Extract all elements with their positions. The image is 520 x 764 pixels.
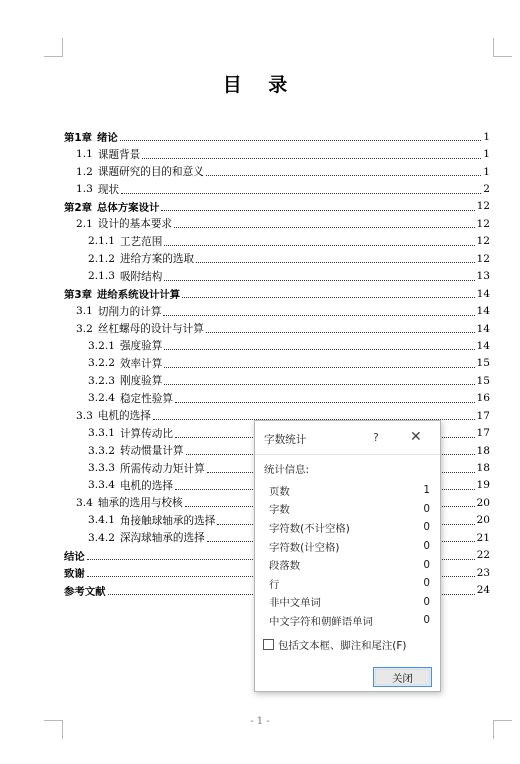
toc-entry-page: 2 bbox=[483, 183, 490, 196]
toc-entry-title: 效率计算 bbox=[119, 357, 163, 370]
toc-entry-title: 轴承的选用与校核 bbox=[97, 497, 183, 510]
toc-entry-number: 2.1.1 bbox=[88, 235, 115, 248]
toc-entry-number: 3.2.2 bbox=[88, 357, 115, 370]
toc-entry[interactable] bbox=[64, 285, 490, 302]
toc-entry-title: 电机的选择 bbox=[119, 479, 173, 492]
toc-entry-title: 角接触球轴承的选择 bbox=[119, 514, 216, 527]
toc-entry-page: 19 bbox=[476, 479, 490, 492]
stat-row bbox=[269, 593, 435, 612]
toc-entry-page: 13 bbox=[476, 270, 490, 283]
toc-entry-page: 24 bbox=[476, 584, 490, 597]
page-number: - 1 - bbox=[250, 716, 270, 727]
toc-entry-page: 15 bbox=[476, 374, 490, 387]
toc-entry[interactable] bbox=[64, 372, 490, 389]
toc-entry-title: 刚度验算 bbox=[119, 375, 163, 388]
toc-entry-title: 工艺范围 bbox=[119, 235, 163, 248]
stat-label: 字符数(计空格) bbox=[269, 541, 340, 554]
toc-entry-page: 18 bbox=[476, 444, 490, 457]
stat-value: 1 bbox=[423, 484, 430, 497]
toc-entry-title: 致谢 bbox=[64, 568, 85, 581]
toc-entry-title: 课题研究的目的和意义 bbox=[97, 166, 204, 179]
toc-entry[interactable] bbox=[64, 320, 490, 337]
toc-entry-title: 所需传动力矩计算 bbox=[119, 462, 205, 475]
toc-entry-title: 参考文献 bbox=[64, 585, 106, 598]
toc-entry-number: 3.3.4 bbox=[88, 479, 115, 492]
stat-value: 0 bbox=[423, 540, 430, 553]
toc-leader-dots bbox=[164, 367, 474, 368]
toc-entry-page: 12 bbox=[476, 252, 490, 265]
toc-entry-page: 16 bbox=[476, 392, 490, 405]
toc-entry-page: 17 bbox=[476, 409, 490, 422]
toc-entry-page: 14 bbox=[476, 339, 490, 352]
toc-leader-dots bbox=[175, 402, 475, 403]
page-corner-mark bbox=[493, 38, 512, 57]
toc-entry-page: 14 bbox=[476, 305, 490, 318]
toc-entry-title: 设计的基本要求 bbox=[97, 218, 173, 231]
stat-row bbox=[269, 611, 435, 630]
stat-label: 字数 bbox=[269, 504, 290, 517]
toc-entry-page: 20 bbox=[476, 496, 490, 509]
stat-value: 0 bbox=[423, 521, 430, 534]
toc-entry-title: 吸附结构 bbox=[119, 270, 163, 283]
stat-value: 0 bbox=[423, 614, 430, 627]
toc-entry-page: 21 bbox=[476, 531, 490, 544]
toc-entry-page: 14 bbox=[476, 322, 490, 335]
toc-leader-dots bbox=[206, 175, 481, 176]
stat-row bbox=[269, 481, 435, 500]
toc-entry-number: 3.3 bbox=[76, 409, 93, 422]
dialog-divider bbox=[255, 454, 440, 455]
toc-entry-number: 3.3.3 bbox=[88, 462, 115, 475]
toc-entry-number: 2.1 bbox=[76, 217, 93, 230]
toc-entry-title: 丝杠螺母的设计与计算 bbox=[97, 323, 204, 336]
toc-entry-number: 3.3.1 bbox=[88, 427, 115, 440]
toc-entry[interactable] bbox=[64, 180, 490, 197]
stat-row bbox=[269, 537, 435, 556]
stat-row bbox=[269, 555, 435, 574]
stat-label: 行 bbox=[269, 578, 280, 591]
stat-value: 0 bbox=[423, 577, 430, 590]
toc-entry[interactable] bbox=[64, 268, 490, 285]
stat-row bbox=[269, 500, 435, 519]
include-textboxes-checkbox[interactable] bbox=[263, 639, 274, 650]
stat-label: 页数 bbox=[269, 485, 290, 498]
toc-entry-title: 结论 bbox=[64, 550, 85, 563]
stat-value: 0 bbox=[423, 502, 430, 515]
toc-entry-number: 2.1.2 bbox=[88, 252, 115, 265]
toc-leader-dots bbox=[161, 210, 474, 211]
toc-entry-number: 第3章 bbox=[64, 289, 93, 302]
toc-entry-title: 稳定性验算 bbox=[119, 392, 173, 405]
toc-entry[interactable] bbox=[64, 198, 490, 215]
toc-entry-page: 1 bbox=[483, 165, 490, 178]
toc-entry-title: 转动惯量计算 bbox=[119, 445, 184, 458]
toc-entry-number: 3.3.2 bbox=[88, 444, 115, 457]
toc-entry-title: 进给方案的选取 bbox=[119, 253, 195, 266]
toc-entry[interactable] bbox=[64, 302, 490, 319]
toc-entry-page: 14 bbox=[476, 287, 490, 300]
toc-leader-dots bbox=[182, 297, 475, 298]
toc-entry-page: 12 bbox=[476, 217, 490, 230]
toc-entry-title: 深沟球轴承的选择 bbox=[119, 532, 205, 545]
toc-entry-title: 计算传动比 bbox=[119, 427, 173, 440]
stat-row bbox=[269, 518, 435, 537]
stat-value: 0 bbox=[423, 595, 430, 608]
stat-label: 中文字符和朝鲜语单词 bbox=[269, 615, 373, 628]
toc-entry-title: 现状 bbox=[97, 183, 120, 196]
toc-entry-page: 1 bbox=[483, 148, 490, 161]
stat-label: 段落数 bbox=[269, 560, 301, 573]
statistics-list bbox=[269, 481, 435, 630]
toc-entry-title: 绪论 bbox=[97, 132, 118, 145]
toc-entry[interactable] bbox=[64, 250, 490, 267]
toc-leader-dots bbox=[120, 140, 482, 141]
toc-leader-dots bbox=[164, 384, 474, 385]
toc-title: 目 录 bbox=[222, 74, 298, 96]
include-textboxes-option[interactable] bbox=[263, 637, 406, 652]
toc-entry-page: 20 bbox=[476, 514, 490, 527]
toc-entry[interactable] bbox=[64, 233, 490, 250]
toc-leader-dots bbox=[164, 280, 474, 281]
dialog-title: 字数统计 bbox=[264, 434, 307, 446]
toc-entry-page: 12 bbox=[476, 200, 490, 213]
close-icon[interactable]: ✕ bbox=[410, 429, 422, 445]
toc-entry-page: 12 bbox=[476, 235, 490, 248]
toc-leader-dots bbox=[163, 315, 474, 316]
toc-entry-number: 3.4 bbox=[76, 496, 93, 509]
page-corner-mark bbox=[44, 38, 63, 57]
toc-entry-number: 3.2.3 bbox=[88, 374, 115, 387]
toc-entry-number: 3.1 bbox=[76, 305, 93, 318]
toc-entry-number: 第2章 bbox=[64, 201, 93, 214]
toc-leader-dots bbox=[164, 245, 474, 246]
toc-entry-title: 强度验算 bbox=[119, 340, 163, 353]
toc-entry-page: 18 bbox=[476, 462, 490, 475]
toc-entry[interactable] bbox=[64, 145, 490, 162]
close-button[interactable]: 关闭 bbox=[373, 667, 432, 687]
toc-entry[interactable] bbox=[64, 390, 490, 407]
toc-entry-page: 15 bbox=[476, 357, 490, 370]
toc-entry-number: 3.2.1 bbox=[88, 339, 115, 352]
toc-entry-number: 3.2.4 bbox=[88, 392, 115, 405]
toc-entry-number: 3.4.1 bbox=[88, 514, 115, 527]
toc-entry[interactable] bbox=[64, 128, 490, 145]
toc-leader-dots bbox=[164, 349, 474, 350]
toc-entry-page: 17 bbox=[476, 427, 490, 440]
toc-entry-page: 1 bbox=[483, 130, 490, 143]
toc-entry-page: 23 bbox=[476, 566, 490, 579]
toc-entry-title: 切削力的计算 bbox=[97, 305, 162, 318]
toc-leader-dots bbox=[196, 262, 474, 263]
stat-label: 非中文单词 bbox=[269, 597, 321, 610]
toc-leader-dots bbox=[142, 158, 481, 159]
toc-entry-number: 1.2 bbox=[76, 165, 93, 178]
stat-value: 0 bbox=[423, 558, 430, 571]
include-textboxes-label[interactable]: 包括文本框、脚注和尾注(F) bbox=[278, 640, 407, 652]
toc-entry[interactable] bbox=[64, 337, 490, 354]
toc-entry-number: 2.1.3 bbox=[88, 270, 115, 283]
stat-row bbox=[269, 574, 435, 593]
toc-entry-number: 1.1 bbox=[76, 148, 93, 161]
toc-entry-title: 电机的选择 bbox=[97, 410, 151, 423]
toc-entry[interactable] bbox=[64, 355, 490, 372]
toc-entry-number: 1.3 bbox=[76, 183, 93, 196]
toc-entry[interactable] bbox=[64, 215, 490, 232]
toc-entry-number: 第1章 bbox=[64, 132, 93, 145]
stat-label: 字符数(不计空格) bbox=[269, 522, 350, 535]
toc-leader-dots bbox=[206, 332, 475, 333]
toc-entry-number: 3.4.2 bbox=[88, 531, 115, 544]
toc-entry-title: 进给系统设计计算 bbox=[97, 289, 181, 302]
toc-leader-dots bbox=[121, 193, 481, 194]
toc-entry-page: 22 bbox=[476, 549, 490, 562]
toc-leader-dots bbox=[174, 227, 475, 228]
help-icon[interactable]: ? bbox=[373, 431, 379, 444]
word-count-dialog bbox=[254, 420, 441, 692]
toc-entry[interactable] bbox=[64, 163, 490, 180]
statistics-label: 统计信息: bbox=[264, 464, 310, 476]
toc-entry-title: 总体方案设计 bbox=[97, 201, 160, 214]
toc-entry-title: 课题背景 bbox=[97, 148, 141, 161]
toc-entry-number: 3.2 bbox=[76, 322, 93, 335]
